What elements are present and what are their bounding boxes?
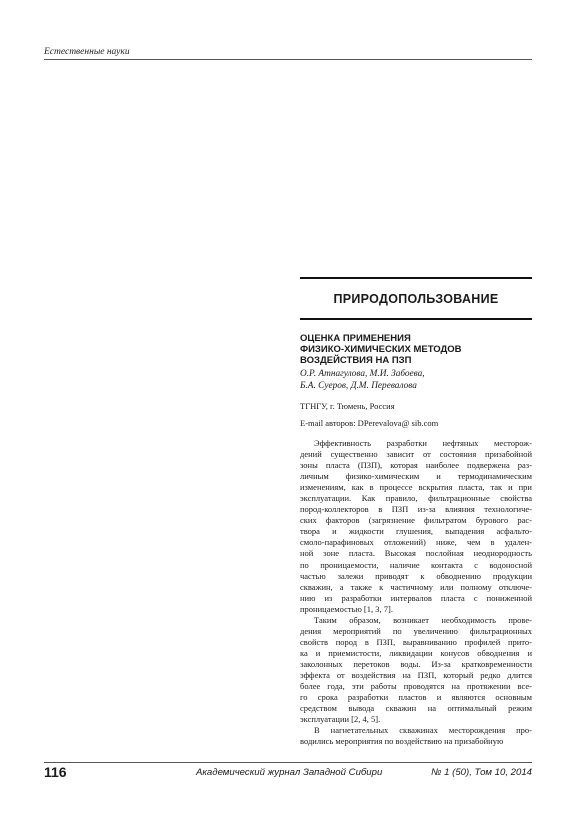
body-line: заколонных перетоков воды. Из-за кратковременности [300,658,532,669]
body-line: смоло-парафиновых отложений) ниже, чем в удален- [300,537,532,548]
body-line: эксплуатации. Как правило, фильтрационные свойства [300,493,532,504]
article-title-line: ОЦЕНКА ПРИМЕНЕНИЯ [300,333,411,344]
body-line: эксплуатации [2, 4, 5]. [300,714,381,725]
article-title [300,333,532,366]
journal-name: Академический журнал Западной Сибири [196,767,383,778]
authors-line: Б.А. Суеров, Д.М. Перевалова [300,380,417,391]
body-line: нию из разработки интервалов пласта с пониженной [300,592,532,603]
body-line: свойств пород в ПЗП, выравниванию профилей прито- [300,636,532,647]
body-line: Таким образом, возникает необходимость прове- [314,614,532,625]
body-line: личным физико-химическим и термодинамическим [300,471,532,482]
section-rule-bottom [300,318,532,320]
body-line: твора и жидкости глушения, выпадения асфальто- [300,526,532,537]
body-line: пород-коллекторов в ПЗП из-за влияния технологиче- [300,504,532,515]
body-line: водились мероприятия по воздействию на призабойную [300,736,504,747]
authors [300,369,425,392]
body-line: го срока разработки пластов и являются основным [300,692,532,703]
section-rule-top [300,277,532,279]
running-header: Естественные науки [44,47,130,57]
issue-info: № 1 (50), Том 10, 2014 [431,767,532,778]
authors-line: О.Р. Атнагулова, М.И. Забоева, [300,369,425,379]
body-line: ских факторов (загрязнение фильтратом бурового рас- [300,515,532,526]
body-line: дения мероприятий по увеличению фильтрационных [300,625,532,636]
author-email: E-mail авторов: DPerevalova@ sib.com [300,418,439,428]
body-line: зоны пласта (ПЗП), которая наиболее подвержена раз- [300,460,532,471]
article-body [300,438,532,747]
body-line: ной зоне пласта. Высокая послойная неоднородность [300,548,532,559]
article-title-line: ФИЗИКО-ХИМИЧЕСКИХ МЕТОДОВ [300,344,462,355]
body-line: изменениям, как в процессе вскрытия пласта, так и при [300,482,532,493]
body-line: частью залежи приводят к обводнению продукции [300,570,532,581]
header-rule [44,59,532,60]
body-line: Эффективность разработки нефтяных месторож- [314,438,532,448]
body-line: проницаемостью [1, 3, 7]. [300,603,393,614]
body-line: эффекта от воздействия на ПЗП, который редко длится [300,669,532,680]
body-line: скважин, а также к частичному или полному отключе- [300,581,532,592]
body-line: по проницаемости, наличие контакта с водоносной [300,559,532,570]
affiliation: ТГНГУ, г. Тюмень, Россия [300,401,395,411]
body-line: дений существенно зависит от состояния призабойной [300,449,532,460]
page-number: 116 [44,764,67,780]
body-line: средством вывода скважин на оптимальный режим [300,703,532,714]
section-title: ПРИРОДОПОЛЬЗОВАНИЕ [333,292,499,306]
body-line: более года, эти работы проводятся на протяжении все- [300,681,532,692]
body-line: В нагнетательных скважинах месторождения про- [314,725,532,736]
body-line: ка и приемистости, ликвидации конусов обводнения и [300,647,532,658]
footer-rule [44,762,532,763]
article-title-line: ВОЗДЕЙСТВИЯ НА ПЗП [300,355,412,366]
